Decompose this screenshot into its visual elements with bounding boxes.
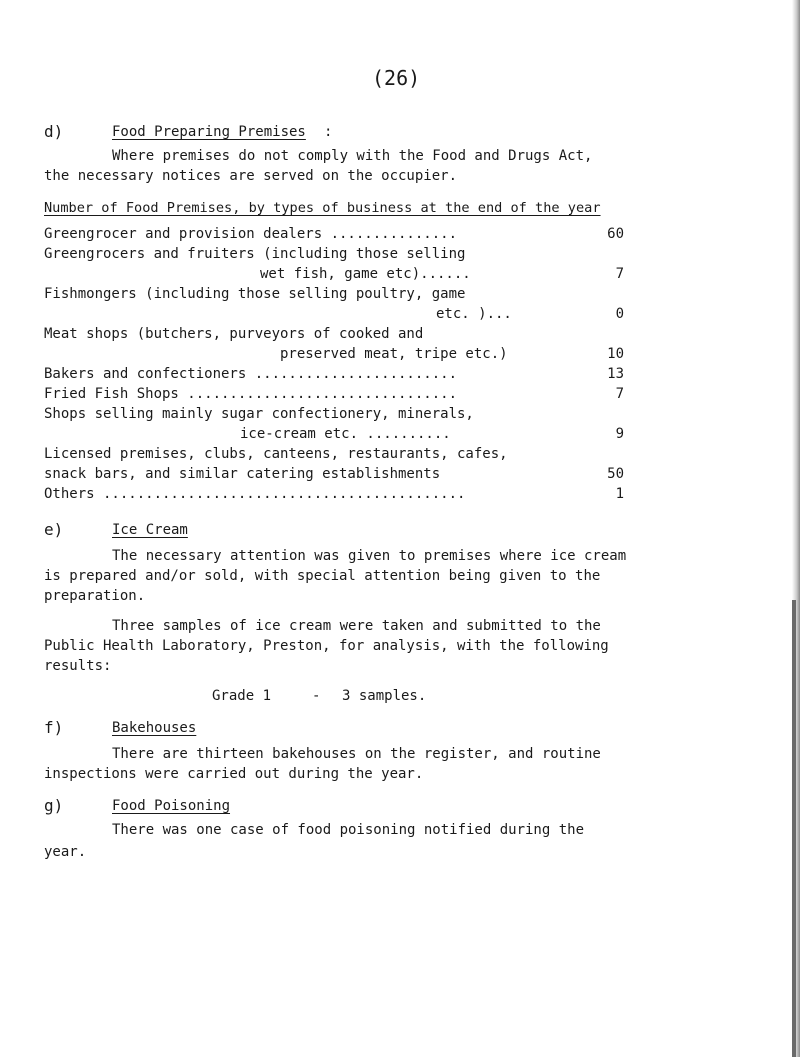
row-value: 50 [607, 466, 624, 482]
section-e-paragraph-line: preparation. [44, 588, 146, 604]
section-e-paragraph-line: is prepared and/or sold, with special attention being given to the [44, 568, 601, 584]
table-row [44, 446, 624, 486]
section-d-letter: d) [44, 122, 64, 141]
table-row [44, 226, 624, 246]
section-f-paragraph-line: inspections were carried out during the year. [44, 766, 424, 782]
table-row [44, 386, 624, 406]
section-d-paragraph-line: the necessary notices are served on the occupier. [44, 168, 458, 184]
table-heading: Number of Food Premises, by types of business at the end of the year [44, 200, 601, 216]
page-number: (26) [372, 66, 421, 90]
scan-edge-shadow-dark [792, 600, 796, 1057]
table-row [44, 246, 624, 286]
row-label-continued: preserved meat, tripe etc.) [280, 346, 508, 362]
row-label: Greengrocer and provision dealers ............... [44, 226, 458, 242]
row-label-continued: etc. )... [436, 306, 512, 322]
row-label: Bakers and confectioners ........................ [44, 366, 458, 382]
section-e-title: Ice Cream [112, 522, 188, 538]
row-label: Meat shops (butchers, purveyors of cooked and [44, 326, 424, 342]
ice-cream-samples: 3 samples. [342, 688, 427, 704]
table-row [44, 286, 624, 326]
table-row [44, 406, 624, 446]
section-d-paragraph-line: Where premises do not comply with the Food and Drugs Act, [112, 148, 593, 164]
row-label: Shops selling mainly sugar confectionery, minerals, [44, 406, 474, 422]
section-f-paragraph-line: There are thirteen bakehouses on the register, and routine [112, 746, 601, 762]
section-e-paragraph-line: The necessary attention was given to premises where ice cream [112, 548, 627, 564]
section-g-paragraph-line: There was one case of food poisoning notified during the [112, 822, 585, 838]
row-label-continued: wet fish, game etc)...... [260, 266, 471, 282]
ice-cream-grade: Grade 1 [212, 688, 272, 704]
section-e-paragraph-line: Public Health Laboratory, Preston, for analysis, with the following [44, 638, 609, 654]
row-label: Others ........................................... [44, 486, 466, 502]
section-d-colon: : [324, 124, 333, 140]
section-d-title: Food Preparing Premises [112, 124, 306, 140]
row-value: 1 [615, 486, 624, 502]
row-label: Licensed premises, clubs, canteens, restaurants, cafes, [44, 446, 508, 462]
row-label: Fishmongers (including those selling poultry, game [44, 286, 466, 302]
row-label: Greengrocers and fruiters (including those selling [44, 246, 466, 262]
section-e-letter: e) [44, 520, 64, 539]
section-f-letter: f) [44, 718, 64, 737]
section-f-title: Bakehouses [112, 720, 197, 736]
section-g-letter: g) [44, 796, 64, 815]
row-value: 60 [607, 226, 624, 242]
row-value: 13 [607, 366, 624, 382]
section-e-paragraph-line: Three samples of ice cream were taken and submitted to the [112, 618, 601, 634]
table-row [44, 486, 624, 506]
row-value: 0 [615, 306, 624, 322]
section-e-paragraph-line: results: [44, 658, 112, 674]
table-row [44, 366, 624, 386]
row-value: 7 [615, 266, 624, 282]
table-row [44, 326, 624, 366]
row-label-continued: snack bars, and similar catering establishments [44, 466, 441, 482]
row-label: Fried Fish Shops ................................ [44, 386, 458, 402]
row-value: 9 [615, 426, 624, 442]
section-g-paragraph-line: year. [44, 844, 87, 860]
row-label-continued: ice-cream etc. .......... [240, 426, 451, 442]
ice-cream-dash: - [312, 688, 321, 704]
row-value: 10 [607, 346, 624, 362]
section-g-title: Food Poisoning [112, 798, 231, 814]
row-value: 7 [615, 386, 624, 402]
